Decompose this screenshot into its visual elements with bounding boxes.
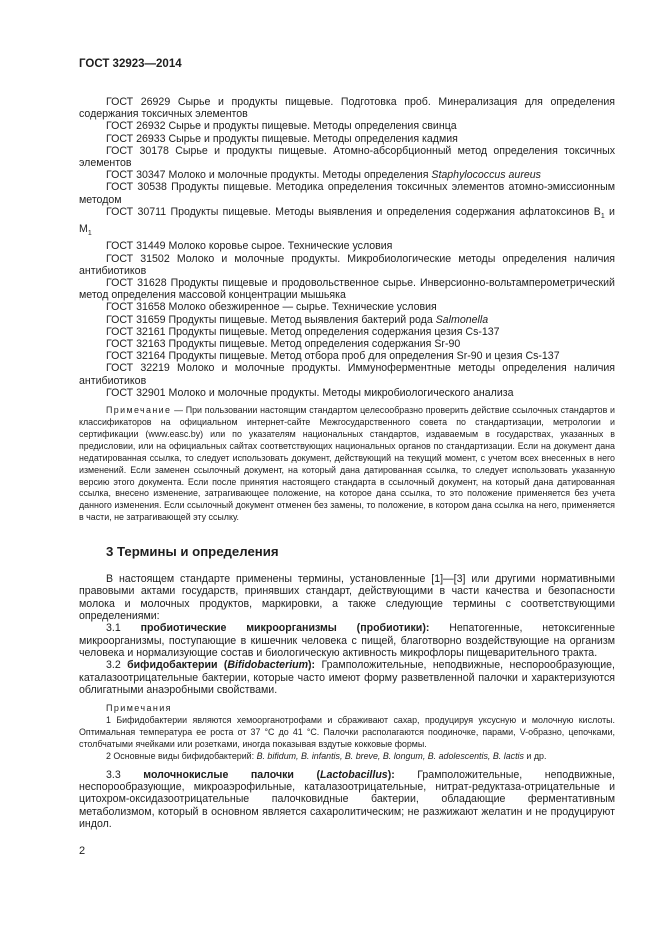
- reference-item: ГОСТ 30178 Сырье и продукты пищевые. Атомно-абсорбционный метод определения токсичных элементов: [79, 144, 615, 170]
- reference-item: ГОСТ 30538 Продукты пищевые. Методика определения токсичных элементов атомно-эмиссионным методом: [79, 181, 615, 206]
- section-intro: В настоящем стандарте применены термины, установленные [1]—[3] или другими нормативными правовыми актами государств, принявших стандарт, действующими в части качества и безопасности молока и молочных продуктов, маркировки, а также следующие термины с соответствующими определениями:: [79, 573, 615, 623]
- reference-item: ГОСТ 31502 Молоко и молочные продукты. Микробиологические методы определения наличия антибиотиков: [79, 252, 615, 277]
- reference-item: ГОСТ 26929 Сырье и продукты пищевые. Подготовка проб. Минерализация для определения содержания токсичных элементов: [79, 96, 615, 121]
- reference-item: ГОСТ 31628 Продукты пищевые и продовольственное сырье. Инверсионно-вольтамперометрический метод определения массовой концентрации мышьяка: [79, 277, 615, 302]
- reference-item: ГОСТ 30347 Молоко и молочные продукты. Методы определения Staphylococcus aureus: [106, 169, 541, 182]
- section-heading: 3 Термины и определения: [106, 544, 279, 560]
- note-label: Примечание: [106, 405, 172, 416]
- normative-references-list: [79, 96, 615, 399]
- reference-item: ГОСТ 30711 Продукты пищевые. Методы выявления и определения содержания афлатоксинов $В_1$ и $М_1$: [79, 205, 615, 238]
- term-3-1: 3.1 пробиотические микроорганизмы (пробиотики): Непатогенные, нетоксигенные микроорганизмы, поступающие в кишечник человека с пищей, благотворно воздействующие на организм человека и нормализующие состав и биологическую активность микрофлоры пищеварительного тракта.: [79, 622, 615, 659]
- note-text: — При пользовании настоящим стандартом целесообразно проверить действие ссылочных стандартов и классификаторов на официальном интернет-сайте Межгосударственного совета по стандартизации, метрологии и сертификации (www.easc.by) или по указателям национальных стандартов, издаваемым в государствах, указанных в предисловии, или на официальных сайтах соответствующих национальных органов по стандартизации. Если на документ дана недатированная ссылка, то следует использовать документ, действующий на текущий момент, с учетом всех внесенных в него изменений. Если заменен ссылочный документ, на который дана датированная ссылка, то следует использовать указанную версию этого документа. Если после принятия настоящего стандарта в ссылочный документ, на который дана датированная ссылка, внесено изменение, затрагивающее положение, на которое дана ссылка, то это положение применяется без учета данного изменения. Если ссылочный документ отменен без замены, то положение, в котором дана ссылка на него, применяется в части, не затрагивающей эту ссылку.: [79, 405, 615, 523]
- notes-heading: Примечания: [106, 703, 172, 714]
- term-3-2: 3.2 бифидобактерии (Bifidobacterium): Грамположительные, неподвижные, неспорообразующие, каталазоотрицательные бактерии, которые часто имеют форму разветвленной палочки и характеризуются облигатными анаэробными свойствами.: [79, 659, 615, 696]
- reference-item: ГОСТ 31449 Молоко коровье сырое. Технические условия: [106, 240, 393, 253]
- reference-item: ГОСТ 32163 Продукты пищевые. Метод определения содержания Sr-90: [106, 338, 461, 351]
- page-number: 2: [79, 845, 86, 857]
- note-item-2: 2 Основные виды бифидобактерий: B. bifidum, B. infantis, B. breve, B. longum, B. adolescentis, B. lactis и др.: [106, 750, 547, 761]
- note-item-1: 1 Бифидобактерии являются хемоорганотрофами и сбраживают сахар, продуцируя уксусную и молочную кислоты. Оптимальная температура ее роста от 37 °С до 41 °С. Палочки располагаются поодиночке, парами, V-образно, цепочками, столбчатыми ячейками или розетками, иногда показывая вздутые кокковые формы.: [79, 715, 615, 749]
- reference-item: ГОСТ 32219 Молоко и молочные продукты. Иммуноферментные методы определения наличия антибиотиков: [79, 362, 615, 387]
- reference-item: ГОСТ 32164 Продукты пищевые. Метод отбора проб для определения Sr-90 и цезия Cs-137: [106, 350, 560, 363]
- reference-item: ГОСТ 26933 Сырье и продукты пищевые. Методы определения кадмия: [106, 132, 458, 145]
- reference-item: ГОСТ 31659 Продукты пищевые. Метод выявления бактерий рода Salmonella: [106, 313, 489, 326]
- reference-item: ГОСТ 31658 Молоко обезжиренное — сырье. Технические условия: [106, 301, 437, 314]
- reference-item: ГОСТ 26932 Сырье и продукты пищевые. Методы определения свинца: [106, 120, 457, 133]
- reference-item: ГОСТ 32901 Молоко и молочные продукты. Методы микробиологического анализа: [106, 386, 514, 399]
- reference-item: ГОСТ 32161 Продукты пищевые. Метод определения содержания цезия Cs-137: [106, 325, 500, 338]
- references-note: [79, 405, 615, 524]
- page-content: [79, 96, 615, 830]
- term-3-3: 3.3 молочнокислые палочки (Lactobacillus): Грамположительные, неподвижные, неспорообразующие, микроаэрофильные, каталазоотрицательные, нитрат-редуктаза-отрицательные и цитохром-оксидазоотрицательные палочковидные бактерии, обладающие ферментативным метаболизмом, который в основном является сахаролитическим; не разжижают желатин и не продуцируют индол.: [79, 768, 615, 830]
- document-header: ГОСТ 32923—2014: [79, 58, 182, 70]
